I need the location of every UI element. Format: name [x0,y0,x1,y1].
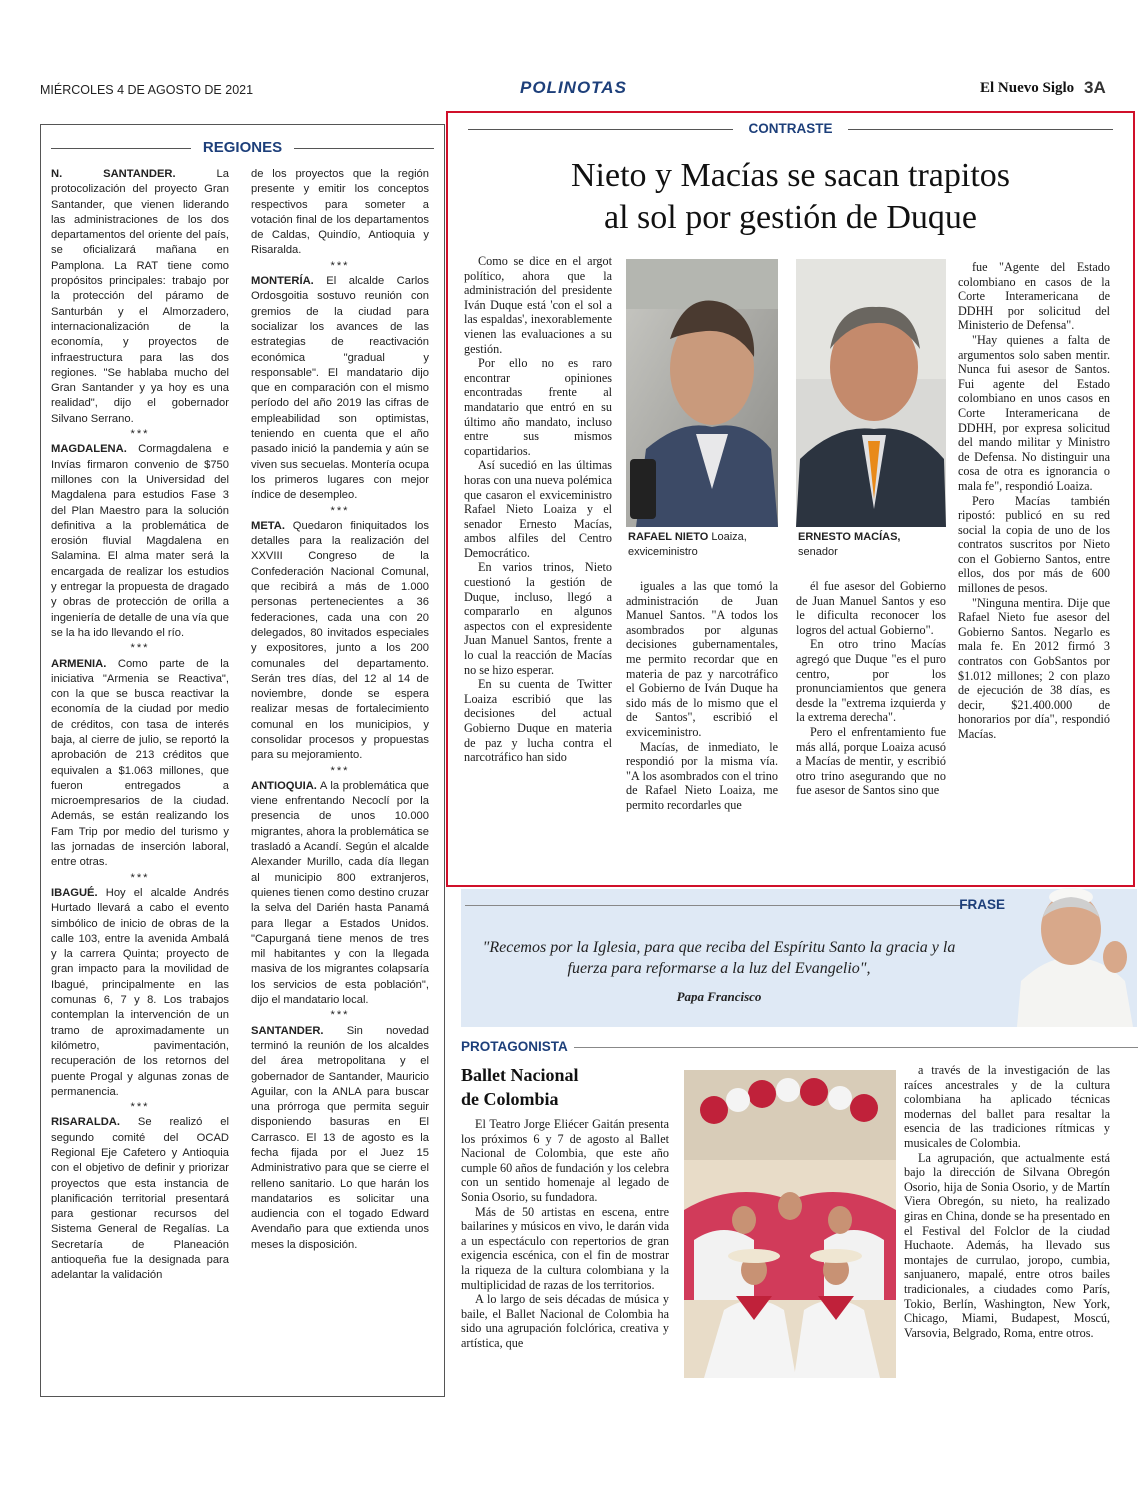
section-name: POLINOTAS [520,78,627,97]
paragraph: Pero Macías también ripostó: publicó en su red social la copia de uno de los contratos suscritos por Nieto con el Gobierno Santos, entre ellos, dos por más de 600 millones de pesos. [958,493,1110,596]
paragraph: Por ello no es raro encontrar opiniones encontradas frente al mandatario que entró en su último año mandato, incluso entre sus mismos copartidarios. [464,356,612,458]
regiones-column-2 [251,167,429,1253]
region-item [251,274,429,503]
paragraph: "Hay quienes a falta de argumentos solo saben mentir. Nunca fui asesor de Santos. Fui agente del Estado colombiano en unos casos en Corte Interamericana de DDHH, por expresa solicitud del mando militar y Ministro de Defensa. No distinguir una cosa de otra es ignorancia o mala fe", respondió Loaiza. [958,332,1110,493]
article-headline [448,155,1133,239]
region-name: META. [251,519,285,532]
paragraph: El Teatro Jorge Eliécer Gaitán presenta los próximos 6 y 7 de agosto al Ballet Nacional de Colombia, que este año cumple 60 años de fundación y los celebra con un sentido homenaje al legado de Sonia Osorio, su fundadora. [461,1117,669,1204]
item-separator: *** [130,642,150,655]
paragraph: Macías, de inmediato, le respondió por la misma vía. "A los asombrados con el trino de Rafael Nieto Loaiza, me permito recordarles que [626,739,778,812]
caption-role: senador [798,546,838,558]
region-text: Sin novedad terminó la reunión de los alcaldes del área metropolitana y el gobernador de Santander, Mauricio Aguilar, con la ANLA para buscar una prórroga que permita seguir disponiendo basuras en El Carrasco. El 13 de agosto es la fecha fijada por el Juez 15 Administrativo para que se cierre el relleno sanitario. Lo que harán los mandatarios es solicitar una audiencia con el togado Edward Avendaño para que extienda unos meses la disposición. [251,1024,429,1251]
protagonista-label: PROTAGONISTA [461,1039,568,1054]
region-name: N. SANTANDER. [51,168,176,180]
region-item [251,167,429,259]
item-separator: *** [130,871,150,884]
paragraph: Así sucedió en las últimas horas con una nueva polémica que casaron el exviceministro Rafael Nieto Loaiza y el senador Ernesto Macías, ambos alfiles del Centro Democrático. [464,458,612,560]
paragraph: él fue asesor del Gobierno de Juan Manuel Santos y eso le dificulta reconocer los logros del actual Gobierno". [796,579,946,637]
region-text: A la problemática que viene enfrentando Necoclí por la presencia de unos 10.000 migrantes, ahora la problemática se trasladó a Acandí. Según el alcalde Alexander Murillo, cada día llegan al municipio 800 extranjeros, quienes tienen como destino cruzar la selva del Darién hasta Panamá para llegar a Estados Unidos. "Capurganá tiene menos de tres mil habitantes y con la llegada masiva de los migrantes colapsaría los servicios de esta población", dijo el mandatario local. [251,779,429,1007]
region-text: El alcalde Carlos Ordosgoitia sostuvo reunión con gremios de la ciudad para socializar los avances de las estrategias de reactivación económica "gradual y responsable". El mandatario dijo que en comparación con el mismo período del año 2019 las cifras de empleabilidad son optimistas, teniendo en cuenta que el año pasado inició la pandemia y aún se viven sus secuelas. Montería ocupa los primeros lugares con mejor índice de desempleo. [251,275,429,502]
item-separator: *** [130,1101,150,1114]
caption-surname: Loaiza, [708,531,747,543]
frase-label: FRASE [959,897,1005,912]
paragraph: La agrupación, que actualmente está bajo la dirección de Silvana Obregón Osorio, hija de Sonia Osorio, y de Martín Viera Obregón, su nieto, ha realizado giras en China, donde se ha presentado en el Festival del Folclor de la ciudad Huchaote. Además, ha llevado sus montajes de currulao, joropo, cumbia, sanjuanero, mapalé, entre otros bailes tradicionales, a ciudades como París, Tokio, Berlín, Washington, New York, Chicago, Miami, Budapest, Moscú, Varsovia, Belgrado, Roma, entre otros. [904,1150,1110,1340]
contraste-article [446,111,1135,887]
region-name: MONTERÍA. [251,275,314,288]
region-name: RISARALDA. [51,1116,120,1129]
photo-ernesto-macias [796,259,946,527]
contraste-column-1 [464,254,612,765]
item-separator: *** [330,504,350,517]
paragraph: Más de 50 artistas en escena, entre bailarines y músicos en vivo, le darán vida a un espectáculo con repertorios de gran exigencia escénica, con el fin de mostrar la riqueza de la cultura colombiana y la multiplicidad de razas de los territorios. [461,1204,669,1292]
title-line-1: Ballet Nacional [461,1065,579,1085]
photo-pope-francis [999,871,1137,1027]
region-text: La protocolización del proyecto Gran Santander, que vienen liderando las administraciones de los dos departamentos del oriente del país, se oficializará mañana en Pamplona. La RAT tiene como propósitos principales: trabajo por la protección del páramo de Santurbán y el Almorzadero, internacionalización de la economía, y proyectos de infraestructura para las dos regiones. "Se hablaba mucho del Gran Santander y ya hoy es una realidad", dijo el gobernador Silvano Serrano. [51,168,229,425]
photo-rafael-nieto [626,259,778,527]
region-text: Como parte de la iniciativa "Armenia se Reactiva", con la que se busca reactivar la economía de la ciudad por medio de créditos, con tasa de interés baja, al cierre de julio, se reportó la aprobación de 213 créditos que equivalen a $1.063 millones, que fueron entregados a microempresarios de la ciudad. Además, se están realizando los Fam Trip por medio del turismo y las jornadas de inserción laboral, entre otras. [51,657,229,869]
region-name: MAGDALENA. [51,443,127,456]
region-name: ANTIOQUIA. [251,779,317,792]
protagonista-column-2 [904,1063,1110,1340]
frase-box [461,889,1137,1027]
paragraph: En otro trino Macías agregó que Duque "es el puro centro, por los pronunciamientos que genera desde la "extrema izquierda y la extrema derecha". [796,637,946,725]
protagonista-divider [574,1047,1138,1048]
region-text: Cormagdalena e Invías firmaron convenio de $750 millones con la Universidad del Magdalena para estudios Fase 3 del Plan Maestro para la solución definitiva a la problemática de erosión fluvial Magdalena en Salamina. El alma mater será la encargada de realizar los estudios y entregar la propuesta de dragado y obras de protección de orilla a ingeniería de detalle de una vía que se la ha ido llevando el río. [51,443,229,639]
region-name: IBAGUÉ. [51,886,98,899]
region-text: Hoy el alcalde Andrés Hurtado llevará a cabo el evento simbólico de inicio de obras de la calle 103, entre la avenida Ambalá y la carrera Quinta; proyecto de gran impacto para la movilidad de Ibagué, principalmente en las comunas 6, 7 y 8. Los trabajos contemplan la intervención de un tramo de aproximadamente un kilómetro, pavimentación, recuperación de los retornos del puente Progal y algunas zonas de permanencia. [51,886,229,1098]
region-name: SANTANDER. [251,1024,324,1037]
caption-ernesto-macias [798,530,948,560]
paragraph: En su cuenta de Twitter Loaiza escribió que las decisiones del actual Gobierno Duque en materia de paz y lucha contra el narcotráfico han sido [464,677,612,765]
paragraph: fue "Agente del Estado colombiano en casos de la Corte Interamericana de DDHH por solicitud del Ministerio de Defensa". [958,260,1110,333]
caption-name: ERNESTO MACÍAS, [798,531,901,543]
frase-quote: "Recemos por la Iglesia, para que reciba del Espíritu Santo la gracia y la fuerza para reformarse a la luz del Evangelio", [482,939,956,977]
region-name: ARMENIA. [51,657,107,670]
newspaper-name: El Nuevo Siglo [980,80,1075,96]
paragraph: En varios trinos, Nieto cuestionó la gestión de Duque, incluso, llegó a compararlo en algunos aspectos con el expresidente Juan Manuel Santos, frente a lo cual la reacción de Macías no se hizo esperar. [464,560,612,677]
region-text: Se realizó el segundo comité del OCAD Regional Eje Cafetero y Antioquia con el objetivo de definir y priorizar proyectos que esta instancia de planificación territorial presentará para gestionar recursos del Sistema General de Regalías. La Secretaría de Planeación antioqueña fue la designada para adelantar la validación [51,1116,229,1282]
region-item [51,442,229,641]
paragraph: A lo largo de seis décadas de música y baile, el Ballet Nacional de Colombia ha sido una agrupación folclórica, creativa y artística, que [461,1292,669,1350]
contraste-column-2 [626,579,778,813]
photo-ballet-dancers [684,1070,896,1378]
regiones-column-1 [51,167,229,1284]
item-separator: *** [330,1009,350,1022]
headline-line-2: al sol por gestión de Duque [604,199,977,236]
region-item [51,657,229,871]
region-text: de los proyectos que la región presente y emitir los conceptos respectivos para someter a votación final de los departamentos de Caldas, Quindío, Antioquia y Risaralda. [251,168,429,257]
caption-rafael-nieto [628,530,780,560]
protagonista-title [461,1063,579,1111]
issue-date: MIÉRCOLES 4 DE AGOSTO DE 2021 [40,83,254,97]
regiones-title: REGIONES [41,139,444,156]
region-text: Quedaron finiquitados los detalles para la realización del XXVIII Congreso de la Confederación Nacional Comunal, que recibirá a más de 1.000 personas pertenecientes a 36 federaciones, cada una con 20 delegados, 80 invitados especiales y expositores, junto a los 200 comunales del departamento. Serán tres días, del 12 al 14 de noviembre, donde se espera realizar mesas de fortalecimiento comunal en los municipios, y consolidar procesos y propuestas para su mejoramiento. [251,519,429,762]
caption-name: RAFAEL NIETO [628,531,709,543]
title-line-2: de Colombia [461,1089,559,1109]
paragraph: a través de la investigación de las raíces ancestrales y de la cultura colombiana ha aplicado técnicas modernas del ballet para resaltar la esencia de las tradiciones rítmicas y musicales de Colombia. [904,1063,1110,1150]
region-item [251,1024,429,1253]
paragraph: Como se dice en el argot político, ahora que la administración del presidente Iván Duque está 'con el sol a las espaldas', inexorablemente vienen las evaluaciones a su gestión. [464,254,612,356]
contraste-column-3 [796,579,946,798]
region-item [251,779,429,1008]
protagonista-column-1 [461,1117,669,1351]
contraste-column-4 [958,260,1110,742]
contraste-label: CONTRASTE [448,121,1133,136]
frase-author: Papa Francisco [676,989,762,1004]
paragraph: Pero el enfrentamiento fue más allá, porque Loaiza acusó a Macías de mentir, y escribió otro trino asegurando que no fue asesor de Santos sino que [796,724,946,798]
page-number: 3A [1084,78,1106,97]
paragraph: "Ninguna mentira. Dije que Rafael Nieto fue asesor del Gobierno Santos. Negarlo es mala fe. En 2012 firmó 3 contratos con GobSantos por $1.012 millones; 2 con plazo de ejecución de 38 días, es decir, $21.400.000 de honorarios por día", respondió Macías. [958,595,1110,741]
caption-role: exviceministro [628,546,698,558]
paragraph: iguales a las que tomó la administración de Juan Manuel Santos. "A todos los asombrados por algunas decisiones gubernamentales, me permito recordar que en materia de paz y narcotráfico el Gobierno de Iván Duque ha sido más de lo mismo que el de Santos", escribió el exviceministro. [626,579,778,739]
region-item [51,167,229,427]
region-item [51,1115,229,1283]
region-item [251,519,429,764]
item-separator: *** [330,259,350,272]
region-item [51,886,229,1100]
regiones-box [40,124,445,1397]
frase-divider [465,905,975,906]
item-separator: *** [330,764,350,777]
item-separator: *** [130,428,150,441]
headline-line-1: Nieto y Macías se sacan trapitos [570,157,1011,194]
